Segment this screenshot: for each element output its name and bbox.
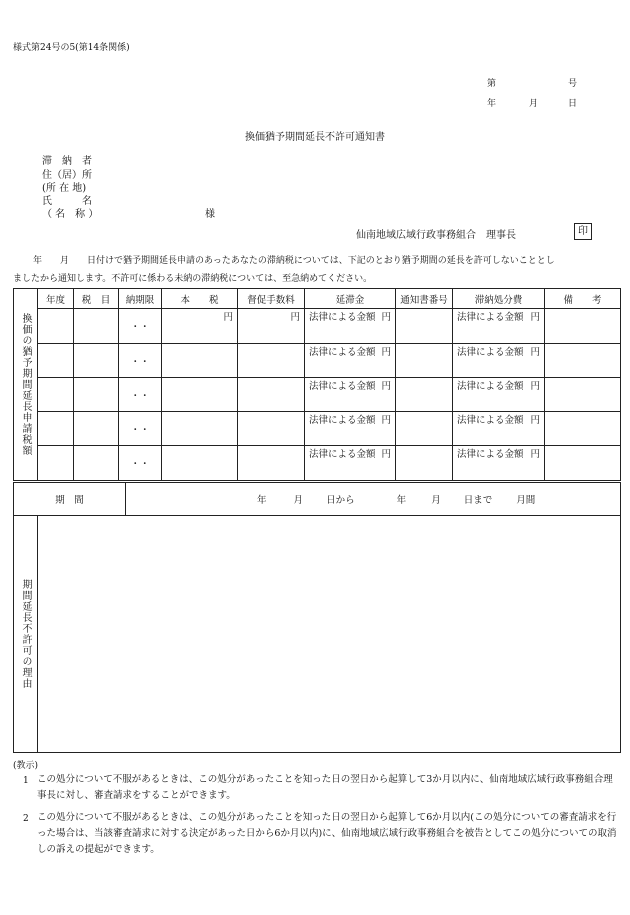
yen-unit: 円 xyxy=(381,312,391,323)
period-months: 月間 xyxy=(516,495,536,506)
disposition-cell xyxy=(453,344,545,378)
yen-unit: 円 xyxy=(530,381,540,392)
seal-mark: 印 xyxy=(574,223,592,240)
delinquency-cell xyxy=(305,309,396,344)
tax-table xyxy=(13,288,621,481)
disposition-cell xyxy=(453,378,545,412)
yen-unit: 円 xyxy=(381,381,391,392)
col-reminder-fee: 督促手数料 xyxy=(238,289,305,309)
delinquency-cell xyxy=(305,378,396,412)
side-label-cell xyxy=(14,289,38,481)
legal-amount: 法律による金額 xyxy=(457,347,524,358)
due-date-cell: ・・ xyxy=(119,309,162,344)
reason-table xyxy=(13,515,621,753)
table-row xyxy=(14,309,621,344)
notes-heading: (教示) xyxy=(13,761,39,771)
number-suffix: 号 xyxy=(568,79,578,89)
table-row xyxy=(14,378,621,412)
delinquency-cell xyxy=(305,446,396,481)
location-label: (所 在 地) xyxy=(42,183,87,194)
yen-unit: 円 xyxy=(381,347,391,358)
form-number: 様式第24号の5(第14条関係) xyxy=(13,43,130,53)
yen-unit: 円 xyxy=(381,415,391,426)
col-remarks: 備 考 xyxy=(545,289,621,309)
legal-amount: 法律による金額 xyxy=(309,347,376,358)
taxpayer-label: 滞 納 者 xyxy=(42,156,92,167)
period-to-month: 月 xyxy=(431,495,441,506)
disposition-cell xyxy=(453,412,545,446)
col-year: 年度 xyxy=(38,289,74,309)
body-line-2: ましたから通知します。不許可に係わる未納の滞納税については、至急納めてください。 xyxy=(13,274,373,284)
table-row xyxy=(14,446,621,481)
period-from-month: 月 xyxy=(293,495,304,506)
due-date-cell: ・・ xyxy=(119,412,162,446)
legal-amount: 法律による金額 xyxy=(457,449,524,460)
reason-label-cell xyxy=(14,516,38,753)
legal-amount: 法律による金額 xyxy=(309,449,376,460)
reason-label: 期間延長不許可の理由 xyxy=(20,579,31,689)
delinquency-cell xyxy=(305,344,396,378)
legal-amount: 法律による金額 xyxy=(309,415,376,426)
name-label: 氏 名 xyxy=(42,196,92,207)
due-date-cell: ・・ xyxy=(119,378,162,412)
period-from-day: 日から xyxy=(326,495,355,506)
disposition-cell xyxy=(453,446,545,481)
fee-yen: 円 xyxy=(238,309,305,344)
yen-unit: 円 xyxy=(530,347,540,358)
delinquency-cell xyxy=(305,412,396,446)
issuer-name: 仙南地域広域行政事務組合 理事長 xyxy=(356,230,516,241)
due-date-cell: ・・ xyxy=(119,344,162,378)
disposition-cell xyxy=(453,309,545,344)
col-principal-tax: 本 税 xyxy=(162,289,238,309)
principal-yen: 円 xyxy=(162,309,238,344)
col-due-date: 納期限 xyxy=(119,289,162,309)
side-label: 換価の猶予期間延長申請税額 xyxy=(20,313,31,456)
legal-amount: 法律による金額 xyxy=(309,381,376,392)
address-label: 住（居）所 xyxy=(42,170,92,181)
yen-unit: 円 xyxy=(381,449,391,460)
page-title: 換価猶予期間延長不許可通知書 xyxy=(245,132,385,143)
honorific: 様 xyxy=(205,209,215,220)
col-notice-number: 通知書番号 xyxy=(396,289,453,309)
yen-unit: 円 xyxy=(530,312,540,323)
reason-content xyxy=(38,516,621,753)
note-2-number: 2 xyxy=(23,814,29,824)
note-1-text: この処分について不服があるときは、この処分があったことを知った日の翌日から起算して3か月以内に、仙南地域広域行政事務組合理事長に対し、審査請求をすることができます。 xyxy=(37,774,613,801)
legal-amount: 法律による金額 xyxy=(457,312,524,323)
yen-unit: 円 xyxy=(530,449,540,460)
due-date-cell: ・・ xyxy=(119,446,162,481)
note-2-text: この処分について不服があるときは、この処分があったことを知った日の翌日から起算して6か月以内(この処分についての審査請求を行った場合は、当該審査請求に対する決定があった日から6か月以内)に、仙南地域広域行政事務組合を被告としてこの処分についての取消しの訴えの提起ができます。 xyxy=(37,812,617,855)
period-to-day: 日まで xyxy=(463,495,493,506)
name-label-alt: （ 名 称 ） xyxy=(42,209,99,220)
period-label: 期 間 xyxy=(14,483,126,516)
legal-amount: 法律による金額 xyxy=(309,312,376,323)
date-day: 日 xyxy=(568,99,578,109)
note-1-number: 1 xyxy=(23,776,29,786)
legal-amount: 法律による金額 xyxy=(457,415,524,426)
col-delinquency: 延滞金 xyxy=(305,289,396,309)
legal-amount: 法律による金額 xyxy=(457,381,524,392)
body-line-1: 年 月 日付けで猶予期間延長申請のあったあなたの滞納税については、下記のとおり猶予期間の延長を許可しないこととし xyxy=(33,256,555,266)
col-tax-type: 税 目 xyxy=(74,289,119,309)
number-prefix: 第 xyxy=(487,79,497,89)
period-to-year: 年 xyxy=(396,495,407,506)
table-row xyxy=(14,412,621,446)
date-month: 月 xyxy=(529,99,539,109)
yen-unit: 円 xyxy=(530,415,540,426)
table-row xyxy=(14,344,621,378)
period-from-year: 年 xyxy=(257,495,267,506)
date-year: 年 xyxy=(487,99,497,109)
table-header-row xyxy=(14,289,621,309)
col-disposition-cost: 滞納処分費 xyxy=(453,289,545,309)
period-table xyxy=(13,482,621,516)
period-value xyxy=(126,483,621,516)
